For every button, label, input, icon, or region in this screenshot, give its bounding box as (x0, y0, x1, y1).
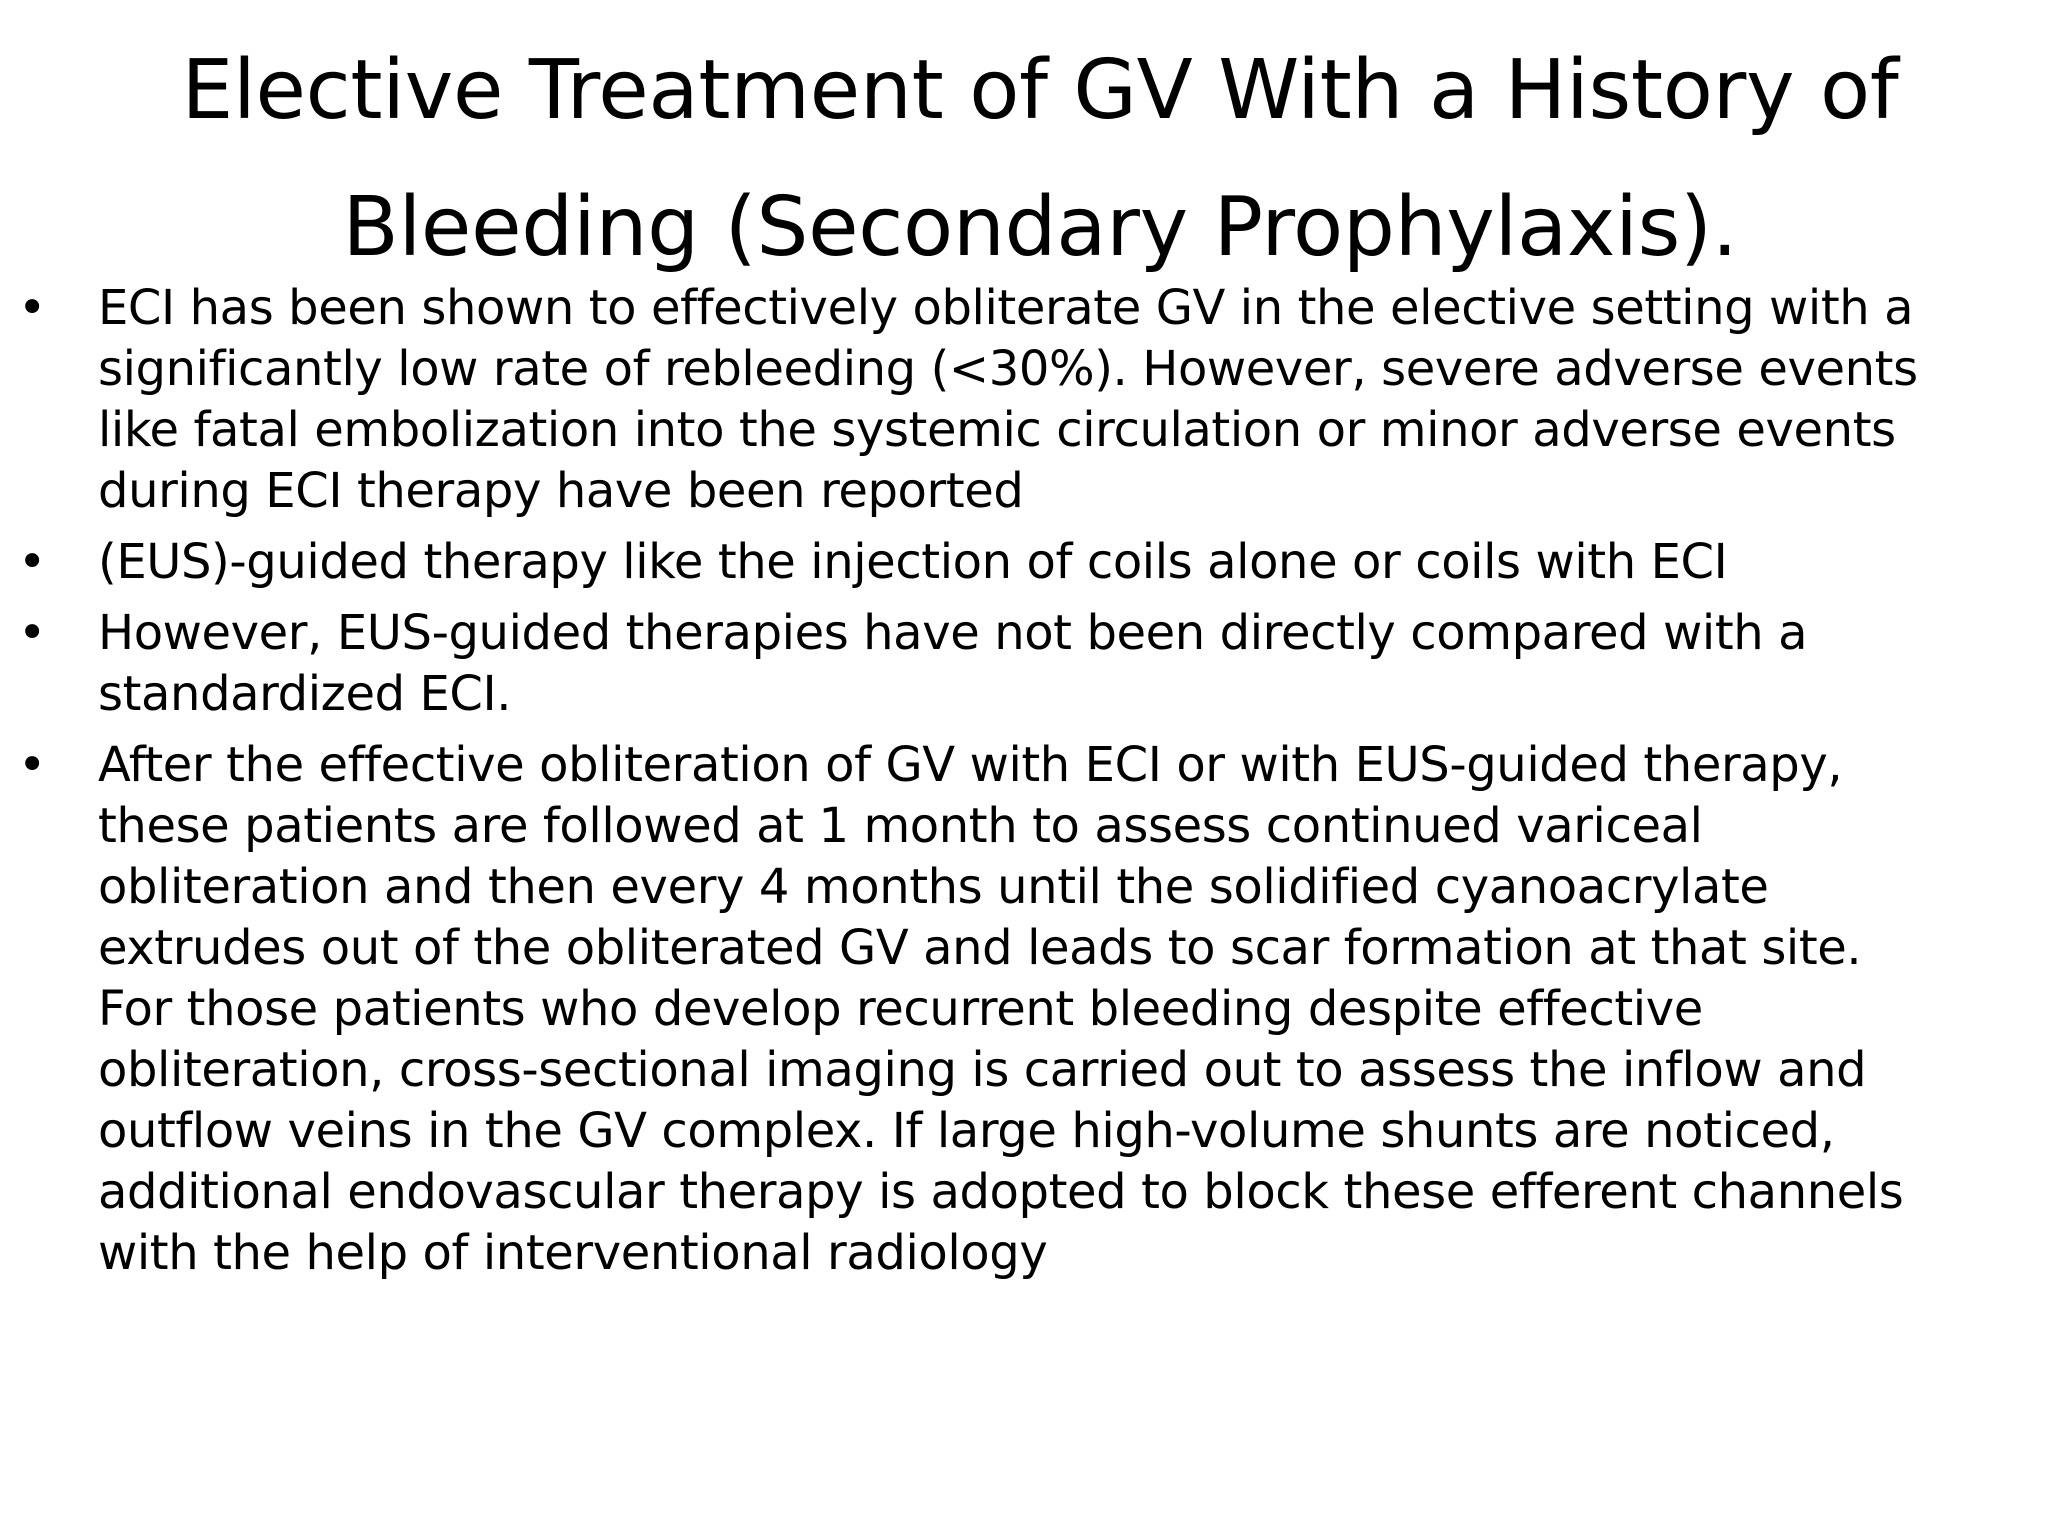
bullet-dot-icon: • (18, 534, 46, 590)
bullet-text-line: For those patients who develop recurrent bleeding despite effective (98, 981, 1703, 1037)
bullet-text-line: obliteration, cross-sectional imaging is carried out to assess the inflow and (98, 1042, 1867, 1098)
bullet-dot-icon: • (18, 605, 46, 661)
bullet-text-line: during ECI therapy have been reported (98, 463, 1024, 519)
slide-title (40, 22, 2040, 296)
bullet-text-line: (EUS)-guided therapy like the injection of coils alone or coils with ECI (98, 534, 1728, 590)
bullet-text-line: After the effective obliteration of GV with ECI or with EUS-guided therapy, (98, 737, 1843, 793)
bullet-item (18, 532, 2038, 593)
bullet-text-line: extrudes out of the obliterated GV and leads to scar formation at that site. (98, 920, 1862, 976)
slide-title-line: Bleeding (Secondary Prophylaxis). (342, 180, 1738, 275)
bullet-text-line: these patients are followed at 1 month to assess continued variceal (98, 798, 1703, 854)
bullet-item (18, 278, 2038, 522)
bullet-text-line: like fatal embolization into the systemic circulation or minor adverse events (98, 402, 1896, 458)
bullet-text-line: with the help of interventional radiology (98, 1225, 1048, 1281)
bullet-text-line: obliteration and then every 4 months until the solidified cyanoacrylate (98, 859, 1769, 915)
bullet-text-line: ECI has been shown to effectively obliterate GV in the elective setting with a (98, 280, 1914, 336)
bullet-dot-icon: • (18, 737, 46, 793)
slide-title-line: Elective Treatment of GV With a History of (181, 43, 1899, 138)
bullet-text-line: standardized ECI. (98, 666, 512, 722)
bullet-text-line: outflow veins in the GV complex. If large high-volume shunts are noticed, (98, 1103, 1835, 1159)
bullet-text-line: additional endovascular therapy is adopted to block these efferent channels (98, 1164, 1904, 1220)
bullet-item (18, 735, 2038, 1284)
bullet-list (18, 278, 2038, 1294)
bullet-dot-icon: • (18, 280, 46, 336)
bullet-text-line: significantly low rate of rebleeding (<30%). However, severe adverse events (98, 341, 1918, 397)
bullet-item (18, 603, 2038, 725)
bullet-text-line: However, EUS-guided therapies have not been directly compared with a (98, 605, 1808, 661)
